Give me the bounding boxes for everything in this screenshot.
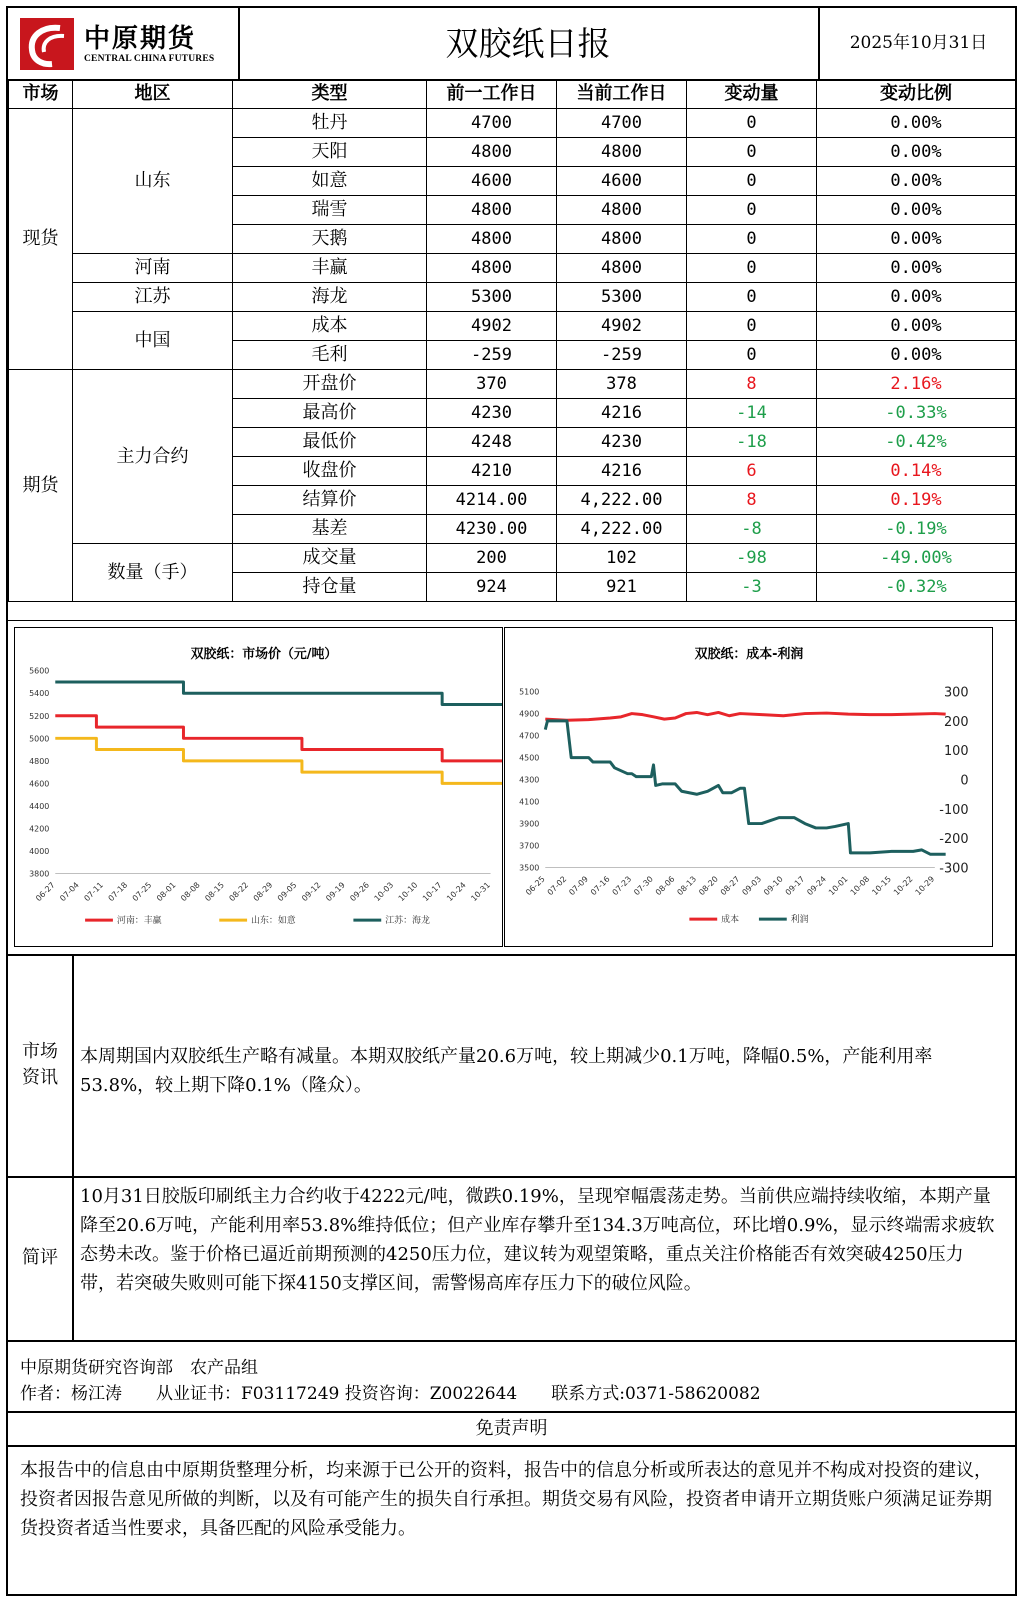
- curr-cell: 4230: [557, 428, 687, 457]
- pct-cell: 0.14%: [817, 457, 1016, 486]
- y-right-tick-label: -100: [939, 802, 969, 818]
- series-line: [55, 716, 503, 761]
- prev-cell: 4800: [427, 254, 557, 283]
- disclaimer-text: 本报告中的信息由中原期货整理分析，均来源于已公开的资料，报告中的信息分析或所表达的意见并不构成对投资的建议，投资者因报告意见所做的判断，以及有可能产生的损失自行承担。期货交易有风险，投资者申请开立期货账户须满足证券期货投资者适当性要求，具备匹配的风险承受能力。: [20, 1460, 992, 1539]
- y-tick-label: 5600: [29, 666, 50, 676]
- type-cell: 丰赢: [233, 254, 427, 283]
- x-tick-label: 10-31: [469, 880, 492, 904]
- pct-cell: -49.00%: [817, 544, 1016, 573]
- y-right-tick-label: 0: [960, 773, 969, 789]
- x-tick-label: 08-08: [179, 880, 202, 904]
- curr-cell: 378: [557, 370, 687, 399]
- type-cell: 开盘价: [233, 370, 427, 399]
- chart-title: 双胶纸：市场价（元/吨）: [190, 646, 338, 662]
- y-tick-label: 5000: [29, 734, 50, 744]
- table-row: [9, 254, 1016, 283]
- x-tick-label: 07-11: [82, 880, 106, 904]
- curr-cell: 4800: [557, 254, 687, 283]
- report-date: 2025年10月31日: [818, 8, 1017, 79]
- x-tick-label: 08-01: [154, 880, 178, 904]
- market-price-chart: [14, 627, 503, 947]
- column-header: 变动量: [687, 80, 817, 109]
- type-cell: 成交量: [233, 544, 427, 573]
- prev-cell: 4248: [427, 428, 557, 457]
- x-tick-label: 09-17: [783, 874, 807, 898]
- type-cell: 天阳: [233, 138, 427, 167]
- series-line: [545, 721, 945, 854]
- comment-section: [8, 1176, 1015, 1342]
- x-tick-label: 07-23: [610, 874, 634, 898]
- prev-cell: 4230: [427, 399, 557, 428]
- curr-cell: 4800: [557, 196, 687, 225]
- y-right-tick-label: 300: [943, 685, 969, 701]
- curr-cell: 4216: [557, 457, 687, 486]
- y-tick-label: 4800: [29, 756, 50, 766]
- x-tick-label: 07-04: [58, 880, 81, 904]
- legend-label: 河南：丰赢: [116, 916, 162, 927]
- change-cell: 0: [687, 312, 817, 341]
- legend-label: 山东：如意: [251, 916, 296, 927]
- change-cell: 0: [687, 109, 817, 138]
- column-header: 市场: [9, 80, 73, 109]
- y-tick-label: 4200: [29, 824, 50, 834]
- type-cell: 天鹅: [233, 225, 427, 254]
- x-tick-label: 09-19: [324, 880, 347, 904]
- market-info-section: [8, 954, 1015, 1178]
- pct-cell: -0.32%: [817, 573, 1016, 602]
- pct-cell: -0.33%: [817, 399, 1016, 428]
- y-tick-label: 5100: [519, 687, 540, 697]
- change-cell: 0: [687, 225, 817, 254]
- change-cell: -8: [687, 515, 817, 544]
- series-line: [545, 712, 945, 720]
- table-row: [9, 370, 1016, 399]
- table-row: [9, 283, 1016, 312]
- prev-cell: 4600: [427, 167, 557, 196]
- x-tick-label: 09-12: [300, 880, 323, 904]
- curr-cell: -259: [557, 341, 687, 370]
- report-page: [6, 6, 1017, 1596]
- legend-label: 成本: [721, 915, 740, 926]
- y-tick-label: 4100: [519, 797, 540, 807]
- x-tick-label: 07-25: [130, 880, 154, 904]
- company-logo-icon: [20, 18, 74, 70]
- prev-cell: 4800: [427, 138, 557, 167]
- change-cell: 0: [687, 196, 817, 225]
- y-tick-label: 3500: [519, 863, 540, 873]
- market-info-text: 本周期国内双胶纸生产略有减量。本期双胶纸产量20.6万吨，较上期减少0.1万吨，降幅0.5%，产能利用率53.8%，较上期下降0.1%（隆众）。: [80, 1046, 933, 1096]
- change-cell: 0: [687, 138, 817, 167]
- market-info-label-text: 市场资讯: [22, 1041, 58, 1088]
- market-cell-spot: 现货: [9, 109, 73, 370]
- series-line: [55, 682, 503, 705]
- type-cell: 毛利: [233, 341, 427, 370]
- x-tick-label: 08-13: [675, 874, 699, 898]
- author-info: [8, 1341, 1015, 1413]
- y-tick-label: 4700: [519, 731, 540, 741]
- curr-cell: 921: [557, 573, 687, 602]
- x-tick-label: 07-02: [545, 874, 569, 898]
- column-header: 地区: [73, 80, 233, 109]
- y-tick-label: 4900: [519, 709, 540, 719]
- prev-cell: 4800: [427, 196, 557, 225]
- x-tick-label: 10-17: [420, 880, 444, 904]
- type-cell: 如意: [233, 167, 427, 196]
- prev-cell: 4210: [427, 457, 557, 486]
- change-cell: -18: [687, 428, 817, 457]
- logo-en-text: CENTRAL CHINA FUTURES: [84, 54, 215, 64]
- prev-cell: -259: [427, 341, 557, 370]
- change-cell: 8: [687, 486, 817, 515]
- pct-cell: 0.00%: [817, 109, 1016, 138]
- change-cell: 6: [687, 457, 817, 486]
- change-cell: 8: [687, 370, 817, 399]
- table-row: [9, 544, 1016, 573]
- y-tick-label: 5200: [29, 711, 50, 721]
- x-tick-label: 10-01: [826, 874, 850, 898]
- curr-cell: 4800: [557, 225, 687, 254]
- x-tick-label: 10-29: [913, 874, 937, 898]
- change-cell: 0: [687, 341, 817, 370]
- x-tick-label: 07-09: [567, 874, 590, 898]
- pct-cell: 0.00%: [817, 254, 1016, 283]
- x-tick-label: 10-15: [870, 874, 893, 898]
- curr-cell: 5300: [557, 283, 687, 312]
- region-cell: 江苏: [73, 283, 233, 312]
- x-tick-label: 09-03: [740, 874, 764, 898]
- logo: [8, 8, 240, 79]
- region-cell: 数量（手）: [73, 544, 233, 602]
- pct-cell: 0.00%: [817, 312, 1016, 341]
- x-tick-label: 10-10: [396, 880, 420, 904]
- column-header: 变动比例: [817, 80, 1016, 109]
- pct-cell: 0.00%: [817, 225, 1016, 254]
- prev-cell: 5300: [427, 283, 557, 312]
- type-cell: 最低价: [233, 428, 427, 457]
- column-header: 前一工作日: [427, 80, 557, 109]
- comment-label: 简评: [8, 1176, 74, 1340]
- x-tick-label: 10-22: [891, 874, 915, 898]
- region-cell: 河南: [73, 254, 233, 283]
- market-info-label: [8, 954, 74, 1176]
- table-row: [9, 312, 1016, 341]
- price-table: [8, 79, 1016, 602]
- region-cell: 中国: [73, 312, 233, 370]
- y-tick-label: 4500: [519, 753, 540, 763]
- pct-cell: 0.00%: [817, 167, 1016, 196]
- change-cell: 0: [687, 167, 817, 196]
- curr-cell: 4800: [557, 138, 687, 167]
- type-cell: 结算价: [233, 486, 427, 515]
- pct-cell: 0.19%: [817, 486, 1016, 515]
- author-line: 作者：杨江涛 从业证书：F03117249 投资咨询：Z0022644 联系方式:0371-58620082: [20, 1384, 761, 1404]
- x-tick-label: 08-29: [251, 880, 275, 904]
- x-tick-label: 08-15: [203, 880, 226, 904]
- prev-cell: 924: [427, 573, 557, 602]
- curr-cell: 4700: [557, 109, 687, 138]
- y-right-tick-label: -200: [939, 832, 969, 848]
- change-cell: -3: [687, 573, 817, 602]
- chart-title: 双胶纸：成本-利润: [694, 646, 804, 662]
- pct-cell: 0.00%: [817, 196, 1016, 225]
- type-cell: 收盘价: [233, 457, 427, 486]
- pct-cell: -0.19%: [817, 515, 1016, 544]
- prev-cell: 4902: [427, 312, 557, 341]
- type-cell: 最高价: [233, 399, 427, 428]
- type-cell: 成本: [233, 312, 427, 341]
- pct-cell: 0.00%: [817, 283, 1016, 312]
- curr-cell: 4216: [557, 399, 687, 428]
- y-tick-label: 4400: [29, 801, 50, 811]
- table-row: [9, 109, 1016, 138]
- type-cell: 瑞雪: [233, 196, 427, 225]
- curr-cell: 4600: [557, 167, 687, 196]
- prev-cell: 370: [427, 370, 557, 399]
- y-tick-label: 4000: [29, 846, 50, 856]
- x-tick-label: 09-05: [275, 880, 299, 904]
- table-header-row: [9, 80, 1016, 109]
- y-tick-label: 5400: [29, 689, 50, 699]
- legend-label: 江苏：海龙: [385, 916, 430, 927]
- x-tick-label: 10-03: [372, 880, 396, 904]
- disclaimer-title: 免责声明: [8, 1413, 1015, 1447]
- y-tick-label: 3700: [519, 841, 540, 851]
- prev-cell: 4214.00: [427, 486, 557, 515]
- report-title: 双胶纸日报: [445, 24, 611, 63]
- department-line: 中原期货研究咨询部 农产品组: [20, 1358, 258, 1378]
- curr-cell: 4902: [557, 312, 687, 341]
- type-cell: 持仓量: [233, 573, 427, 602]
- x-tick-label: 08-22: [227, 880, 251, 904]
- type-cell: 基差: [233, 515, 427, 544]
- column-header: 类型: [233, 80, 427, 109]
- prev-cell: 200: [427, 544, 557, 573]
- x-tick-label: 10-08: [848, 874, 872, 898]
- blank-divider-row: [8, 602, 1015, 621]
- prev-cell: 4800: [427, 225, 557, 254]
- column-header: 当前工作日: [557, 80, 687, 109]
- x-tick-label: 07-18: [106, 880, 130, 904]
- change-cell: -14: [687, 399, 817, 428]
- curr-cell: 102: [557, 544, 687, 573]
- region-cell: 山东: [73, 109, 233, 254]
- x-tick-label: 08-20: [697, 874, 720, 898]
- market-cell-futures: 期货: [9, 370, 73, 602]
- comment-text: 10月31日胶版印刷纸主力合约收于4222元/吨，微跌0.19%，呈现窄幅震荡走势。当前供应端持续收缩，本期产量降至20.6万吨，产能利用率53.8%维持低位；但产业库存攀升至134.3万吨高位，环比增0.9%，显示终端需求疲软态势未改。鉴于价格已逼近前期预测的4250压力位，建议转为观望策略，重点关注价格能否有效突破4250压力带，若突破失败则可能下探4150支撑区间，需警惕高库存压力下的破位风险。: [80, 1186, 995, 1294]
- change-cell: 0: [687, 283, 817, 312]
- x-tick-label: 07-30: [632, 874, 655, 898]
- y-tick-label: 4600: [29, 779, 50, 789]
- change-cell: 0: [687, 254, 817, 283]
- pct-cell: 0.00%: [817, 341, 1016, 370]
- curr-cell: 4,222.00: [557, 486, 687, 515]
- pct-cell: 0.00%: [817, 138, 1016, 167]
- y-right-tick-label: 200: [943, 714, 969, 730]
- x-tick-label: 08-27: [718, 874, 742, 898]
- type-cell: 海龙: [233, 283, 427, 312]
- y-right-tick-label: 100: [943, 744, 969, 760]
- series-line: [55, 738, 503, 783]
- x-tick-label: 09-26: [348, 880, 372, 904]
- x-tick-label: 09-24: [805, 874, 829, 898]
- cost-profit-chart: [504, 627, 993, 947]
- logo-cn-text: 中原期货: [84, 24, 197, 54]
- x-tick-label: 06-25: [524, 874, 547, 898]
- prev-cell: 4700: [427, 109, 557, 138]
- x-tick-label: 06-27: [34, 880, 57, 904]
- x-tick-label: 10-24: [445, 880, 468, 904]
- x-tick-label: 07-16: [588, 874, 612, 898]
- region-cell: 主力合约: [73, 370, 233, 544]
- x-tick-label: 09-10: [762, 874, 785, 898]
- curr-cell: 4,222.00: [557, 515, 687, 544]
- report-header: [8, 8, 1015, 81]
- pct-cell: -0.42%: [817, 428, 1016, 457]
- y-right-tick-label: -300: [939, 861, 969, 877]
- y-tick-label: 3800: [29, 869, 50, 879]
- y-tick-label: 4300: [519, 775, 540, 785]
- x-tick-label: 08-06: [653, 874, 677, 898]
- prev-cell: 4230.00: [427, 515, 557, 544]
- y-tick-label: 3900: [519, 819, 540, 829]
- legend-label: 利润: [790, 915, 809, 926]
- type-cell: 牡丹: [233, 109, 427, 138]
- pct-cell: 2.16%: [817, 370, 1016, 399]
- change-cell: -98: [687, 544, 817, 573]
